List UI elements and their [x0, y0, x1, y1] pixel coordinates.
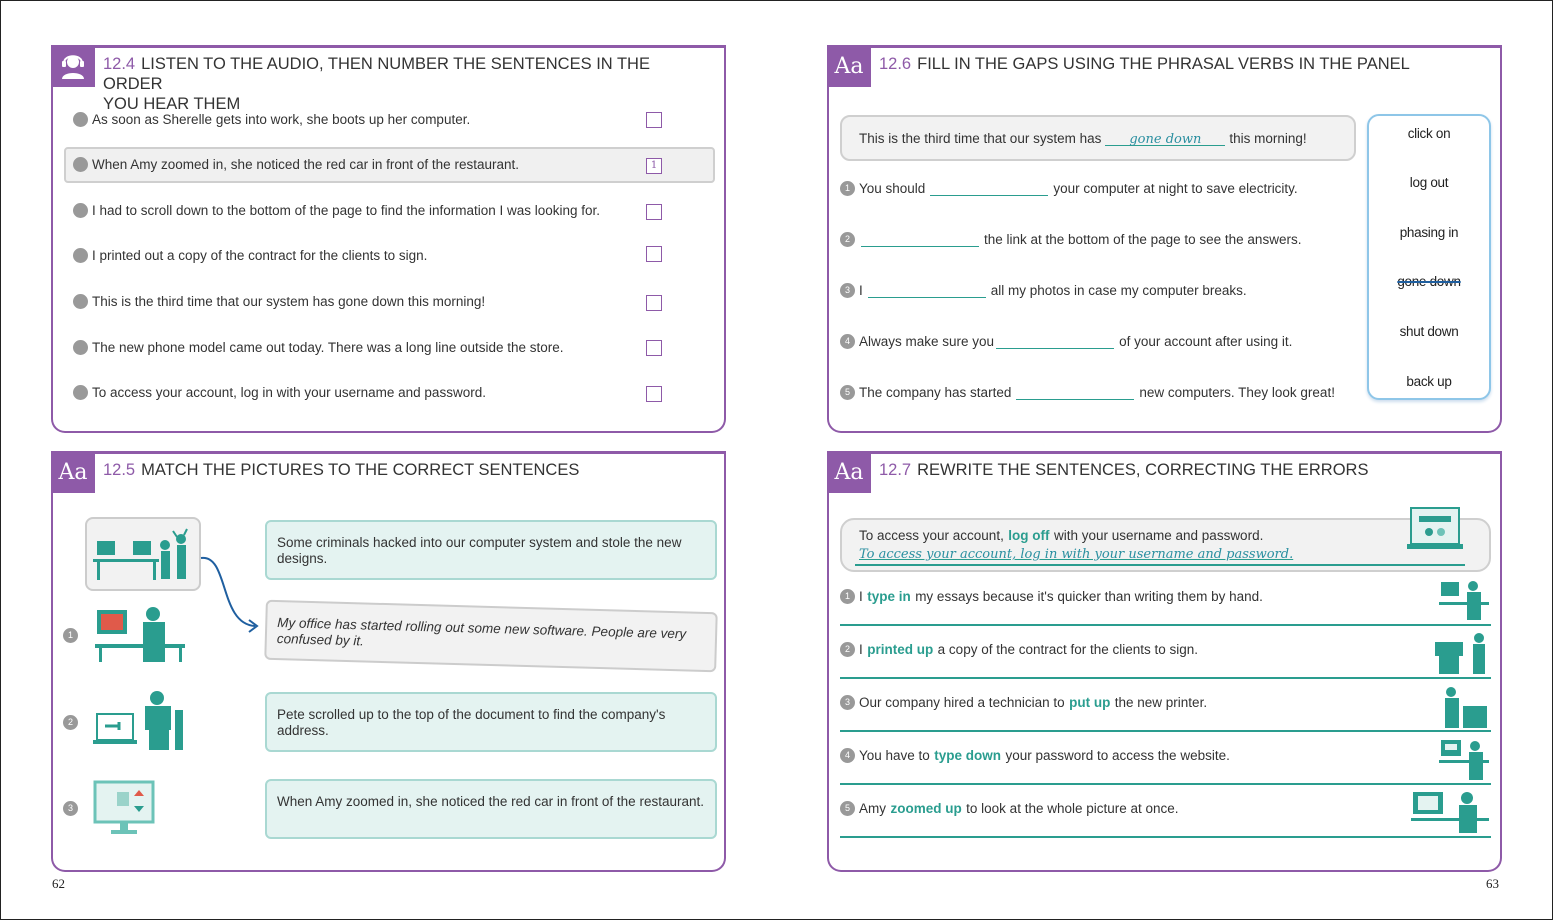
sentence-before: Always make sure you [859, 334, 995, 349]
list-item [73, 248, 427, 263]
item-number: 4 [840, 748, 855, 763]
sentence-after: this morning! [1229, 131, 1307, 146]
bullet-dot [73, 340, 88, 355]
sentence-after: my essays because it's quicker than writing them by hand. [915, 588, 1263, 604]
sentence-after: all my photos in case my computer breaks. [990, 283, 1247, 298]
sentence-text: Some criminals hacked into our computer system and stole the new designs. [277, 535, 682, 566]
title-text: FILL IN THE GAPS USING THE PHRASAL VERBS IN THE PANEL [917, 55, 1410, 73]
rewrite-item [840, 799, 1179, 817]
bullet-dot [73, 157, 88, 172]
sentence-text: When Amy zoomed in, she noticed the red car in front of the restaurant. [92, 157, 519, 172]
phrasal-verb-panel [1367, 114, 1491, 400]
sentence-after: the link at the bottom of the page to see the answers. [984, 232, 1302, 247]
exercise-number: 12.7 [879, 461, 912, 479]
answer-checkbox[interactable] [646, 295, 662, 311]
sentence-before: I [859, 641, 863, 657]
exercise-number: 12.4 [103, 55, 136, 73]
bullet-dot [73, 385, 88, 400]
listening-person-icon [51, 45, 95, 87]
rewrite-item [840, 693, 1207, 711]
technician-picture [1435, 686, 1491, 735]
rewrite-item [840, 640, 1198, 658]
sentence-before: The company has started [859, 385, 1012, 400]
panel-word: shut down [1399, 324, 1459, 339]
item-number: 1 [840, 589, 855, 604]
number-badge: 1 [63, 628, 78, 643]
error-phrase: log off [1008, 527, 1050, 543]
item-number: 3 [840, 695, 855, 710]
gap-item [840, 232, 1301, 247]
list-item [73, 112, 470, 127]
sentence-after: your password to access the website. [1005, 747, 1230, 763]
page-number-right: 63 [1486, 876, 1499, 891]
sentence-before: Our company hired a technician to [859, 694, 1065, 710]
laptop-scroll-picture [93, 690, 193, 757]
bullet-dot [73, 203, 88, 218]
vocabulary-aa-icon: Aa [827, 45, 871, 87]
panel-word-used: gone down [1397, 274, 1461, 289]
item-number: 1 [840, 181, 855, 196]
answer-line[interactable] [840, 677, 1491, 679]
error-phrase: put up [1069, 694, 1111, 710]
answer-gap[interactable] [1016, 386, 1134, 400]
answer-checkbox[interactable]: 1 [646, 158, 662, 174]
error-phrase: printed up [867, 641, 934, 657]
answer-line [855, 564, 1465, 566]
gap-item [840, 385, 1335, 400]
sentence-text: My office has started rolling out some new software. People are very confused by it. [276, 615, 687, 649]
monitor-zoom-picture [93, 780, 163, 843]
bullet-dot [73, 248, 88, 263]
sentence-text: I printed out a copy of the contract for the clients to sign. [92, 248, 428, 263]
exercise-title [879, 54, 1480, 74]
number-badge: 2 [63, 715, 78, 730]
panel-word: click on [1407, 126, 1451, 141]
error-phrase: zoomed up [890, 800, 962, 816]
sentence-after: a copy of the contract for the clients to sign. [937, 641, 1199, 657]
number-badge: 3 [63, 801, 78, 816]
bullet-dot [73, 294, 88, 309]
answer-line[interactable] [840, 730, 1491, 732]
sentence-text: Pete scrolled up to the top of the document to find the company's address. [277, 707, 666, 738]
item-number: 3 [840, 283, 855, 298]
example-correct-answer: To access your account, log in with your username and password. [859, 547, 1294, 562]
sentence-before: You have to [859, 747, 930, 763]
sentence-text: To access your account, log in with your username and password. [92, 385, 486, 400]
item-number: 2 [840, 642, 855, 657]
sentence-after: to look at the whole picture at once. [966, 800, 1179, 816]
gap-item [840, 283, 1247, 298]
list-item [73, 294, 485, 309]
answer-gap[interactable] [930, 182, 1048, 196]
example-answer: gone down [1105, 132, 1225, 146]
sentence-after: with your username and password. [1053, 527, 1264, 543]
sentence-text: The new phone model came out today. There was a long line outside the store. [92, 340, 564, 355]
error-phrase: type down [934, 747, 1002, 763]
answer-gap[interactable] [868, 284, 986, 298]
office-people-picture [85, 517, 201, 591]
vocabulary-aa-icon: Aa [51, 451, 95, 493]
match-sentence-box[interactable] [265, 779, 717, 839]
person-typing-picture [1439, 578, 1491, 627]
page-number-left: 62 [52, 876, 65, 891]
exercise-number: 12.6 [879, 55, 912, 73]
picture-number [63, 715, 82, 730]
example-sentence [859, 131, 1307, 146]
sentence-before: This is the third time that our system has [859, 131, 1102, 146]
answer-line[interactable] [840, 624, 1491, 626]
gap-item [840, 334, 1292, 349]
rewrite-item [840, 587, 1263, 605]
picture-number [63, 628, 82, 643]
person-printer-picture [1433, 630, 1491, 681]
answer-checkbox[interactable] [646, 246, 662, 262]
person-password-picture [1439, 738, 1491, 787]
item-number: 5 [840, 801, 855, 816]
exercise-12-4 [51, 45, 726, 433]
sentence-text: When Amy zoomed in, she noticed the red car in front of the restaurant. [277, 794, 704, 809]
error-phrase: type in [867, 588, 911, 604]
answer-checkbox[interactable] [646, 112, 662, 128]
sentence-after: the new printer. [1114, 694, 1208, 710]
sentence-before: You should [859, 181, 926, 196]
sentence-before: I [859, 588, 863, 604]
panel-word: log out [1409, 175, 1449, 190]
item-number: 4 [840, 334, 855, 349]
exercise-title [103, 460, 704, 480]
answer-checkbox[interactable] [646, 340, 662, 356]
gap-item [840, 181, 1298, 196]
example-match-box [264, 600, 717, 673]
sentence-after: your computer at night to save electricity. [1053, 181, 1298, 196]
match-sentence-box[interactable] [265, 692, 717, 752]
list-item [73, 340, 564, 355]
sentence-text: This is the third time that our system has gone down this morning! [92, 294, 486, 309]
answer-checkbox[interactable] [646, 204, 662, 220]
person-zoom-picture [1411, 790, 1491, 841]
sentence-before: I [859, 283, 863, 298]
item-number: 2 [840, 232, 855, 247]
bullet-dot [73, 112, 88, 127]
exercise-12-5 [51, 451, 726, 872]
list-item [73, 385, 486, 400]
title-text: MATCH THE PICTURES TO THE CORRECT SENTENCES [141, 461, 580, 479]
example-sentence [859, 526, 1263, 544]
sentence-text: As soon as Sherelle gets into work, she boots up her computer. [92, 112, 471, 127]
title-line-1: LISTEN TO THE AUDIO, THEN NUMBER THE SENTENCES IN THE ORDER [103, 55, 650, 93]
match-arrow [199, 554, 269, 634]
exercise-12-7 [827, 451, 1502, 872]
exercise-title [103, 54, 704, 114]
answer-gap[interactable] [861, 233, 979, 247]
exercise-title [879, 460, 1480, 480]
answer-checkbox[interactable] [646, 386, 662, 402]
answer-line[interactable] [840, 836, 1491, 838]
computer-user-picture [93, 604, 193, 669]
list-item [73, 157, 519, 172]
laptop-login-picture [1407, 506, 1467, 567]
match-sentence-box[interactable] [265, 520, 717, 580]
rewrite-item [840, 746, 1230, 764]
sentence-text: I had to scroll down to the bottom of the page to find the information I was looking for. [92, 203, 601, 218]
exercise-12-6 [827, 45, 1502, 433]
title-text: REWRITE THE SENTENCES, CORRECTING THE ERRORS [917, 461, 1369, 479]
vocabulary-aa-icon: Aa [827, 451, 871, 493]
sentence-before: To access your account, [859, 527, 1004, 543]
picture-number [63, 801, 82, 816]
sentence-before: Amy [859, 800, 886, 816]
panel-word: back up [1406, 374, 1452, 389]
title-line-2: YOU HEAR THEM [103, 95, 241, 113]
answer-gap[interactable] [996, 335, 1114, 349]
sentence-after: new computers. They look great! [1139, 385, 1335, 400]
panel-word: phasing in [1399, 225, 1459, 240]
list-item [73, 203, 600, 218]
sentence-after: of your account after using it. [1119, 334, 1293, 349]
exercise-number: 12.5 [103, 461, 136, 479]
item-number: 5 [840, 385, 855, 400]
answer-line[interactable] [840, 783, 1491, 785]
